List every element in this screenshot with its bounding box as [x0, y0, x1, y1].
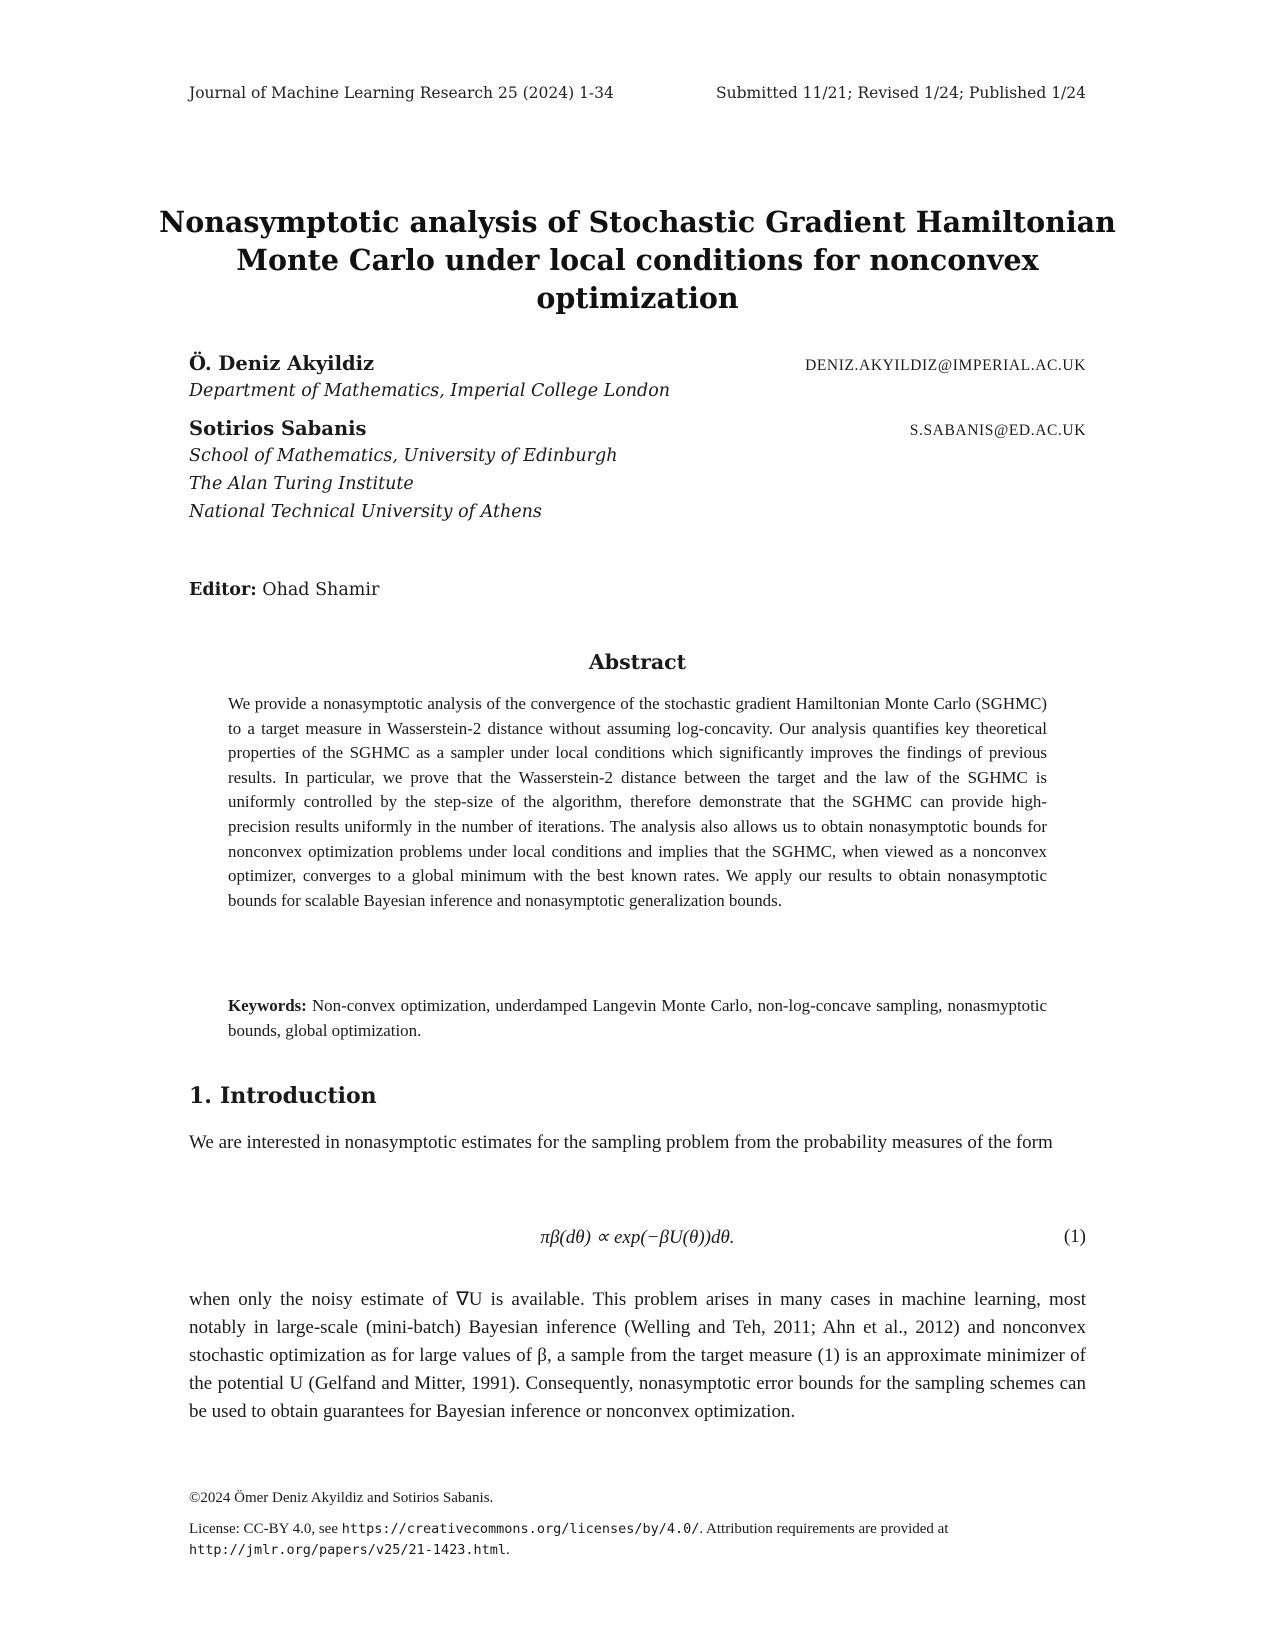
- paper-title: [150, 203, 1125, 317]
- equation-1: [189, 1226, 1086, 1256]
- author-name: Sotirios Sabanis: [189, 417, 367, 440]
- keywords: [228, 994, 1047, 1043]
- license-mid: . Attribution requirements are provided at: [699, 1521, 949, 1537]
- editor-label: Editor:: [189, 580, 257, 600]
- abstract-heading: Abstract: [588, 650, 687, 674]
- license-link[interactable]: https://creativecommons.org/licenses/by/4.0/: [341, 1521, 700, 1537]
- license-notice: [189, 1519, 1086, 1561]
- editor-name: Ohad Shamir: [262, 580, 380, 600]
- keywords-label: Keywords:: [228, 996, 307, 1015]
- title-line: Nonasymptotic analysis of Stochastic Gradient Hamiltonian: [159, 205, 1116, 239]
- author-affiliation: The Alan Turing Institute: [189, 474, 414, 494]
- copyright-notice: ©2024 Ömer Deniz Akyildiz and Sotirios Sabanis.: [189, 1490, 494, 1506]
- attribution-link[interactable]: http://jmlr.org/papers/v25/21-1423.html: [189, 1542, 506, 1558]
- author-affiliation: National Technical University of Athens: [189, 502, 542, 522]
- section-number: 1.: [189, 1083, 212, 1109]
- section-title: Introduction: [219, 1083, 377, 1109]
- title-line: Monte Carlo under local conditions for nonconvex: [236, 243, 1039, 277]
- keywords-text: Non-convex optimization, underdamped Langevin Monte Carlo, non-log-concave sampling, nonasmyptotic bounds, global optimization.: [228, 996, 1047, 1040]
- author-email[interactable]: S.SABANIS@ED.AC.UK: [909, 422, 1086, 439]
- intro-paragraph: We are interested in nonasymptotic estimates for the sampling problem from the probability measures of the form: [189, 1132, 1053, 1153]
- author-affiliation: School of Mathematics, University of Edinburgh: [189, 446, 618, 466]
- section-heading: [189, 1083, 377, 1109]
- author-affiliation: Department of Mathematics, Imperial College London: [189, 381, 671, 401]
- journal-header: Journal of Machine Learning Research 25 (2024) 1-34: [189, 84, 614, 102]
- equation-number: (1): [1063, 1226, 1086, 1247]
- intro-paragraph: when only the noisy estimate of ∇U is available. This problem arises in many cases in machine learning, most notably in large-scale (mini-batch) Bayesian inference (Welling and Teh, 2011; Ahn et al., 2012) and nonconvex stochastic optimization as for large values of β, a sample from the target measure (1) is an approximate minimizer of the potential U (Gelfand and Mitter, 1991). Consequently, nonasymptotic error bounds for the sampling schemes can be used to obtain guarantees for Bayesian inference or nonconvex optimization.: [189, 1289, 1086, 1422]
- equation-expression: πβ(dθ) ∝ exp(−βU(θ))dθ.: [540, 1227, 735, 1248]
- abstract-text: We provide a nonasymptotic analysis of the convergence of the stochastic gradient Hamiltonian Monte Carlo (SGHMC) to a target measure in Wasserstein-2 distance without assuming log-concavity. Our analysis quantifies key theoretical properties of the SGHMC as a sampler under local conditions which significantly improves the findings of previous results. In particular, we prove that the Wasserstein-2 distance between the target and the law of the SGHMC is uniformly controlled by the step-size of the algorithm, therefore demonstrate that the SGHMC can provide high-precision results uniformly in the number of iterations. The analysis also allows us to obtain nonasymptotic bounds for nonconvex optimization problems under local conditions and implies that the SGHMC, when viewed as a nonconvex optimizer, converges to a global minimum with the best known rates. We apply our results to obtain nonasymptotic bounds for scalable Bayesian inference and nonasymptotic generalization bounds.: [228, 694, 1047, 910]
- license-end: .: [505, 1542, 510, 1558]
- author-email[interactable]: DENIZ.AKYILDIZ@IMPERIAL.AC.UK: [805, 357, 1086, 374]
- license-prefix: License: CC-BY 4.0, see: [189, 1521, 342, 1537]
- editor-line: [189, 580, 379, 600]
- title-line: optimization: [536, 281, 739, 315]
- submission-dates: Submitted 11/21; Revised 1/24; Published 1/24: [716, 84, 1086, 102]
- author-name: Ö. Deniz Akyildiz: [189, 352, 375, 375]
